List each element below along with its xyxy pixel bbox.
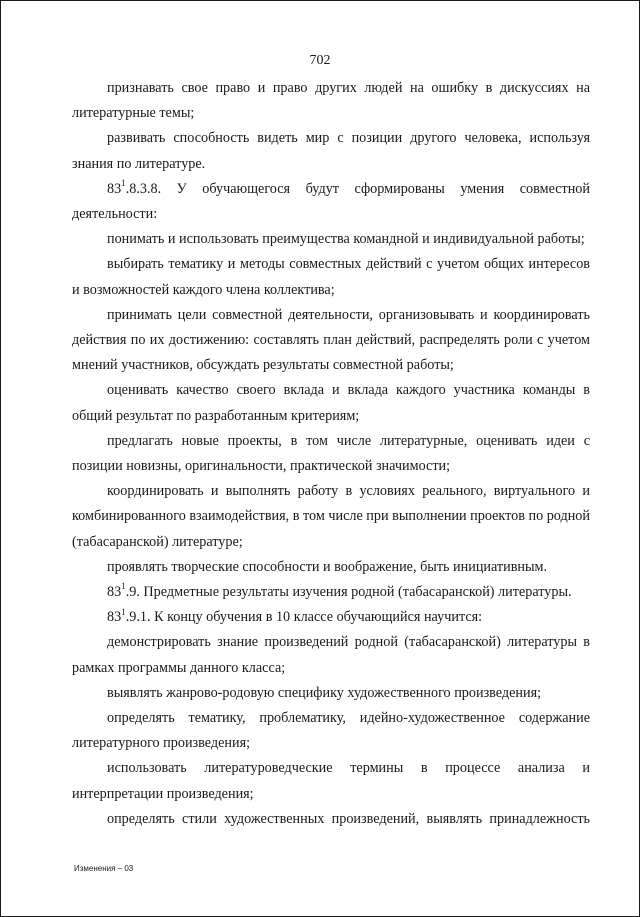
page-number: 702 — [309, 53, 331, 68]
paragraph: развивать способность видеть мир с позиции другого человека, используя знания по литературе. — [72, 130, 590, 172]
section-number-superscript: 1 — [121, 581, 126, 592]
paragraph: проявлять творческие способности и воображение, быть инициативным. — [107, 558, 548, 575]
paragraph: демонстрировать знание произведений родной (табасаранской) литературы в рамках программы данного класса; — [72, 634, 590, 676]
paragraph: определять тематику, проблематику, идейно-художественное содержание литературного произведения; — [72, 710, 590, 752]
paragraph: принимать цели совместной деятельности, организовывать и координировать действия по их достижению: составлять план действий, распределять роли с учетом мнений участников, обсуждать результаты совместной работы; — [72, 306, 590, 374]
paragraph: координировать и выполнять работу в условиях реального, виртуального и комбинированного взаимодействия, в том числе при выполнении проектов по родной (табасаранской) литературе; — [72, 483, 590, 550]
section-text: .8.3.8. У обучающегося будут сформированы умения совместной деятельности: — [72, 180, 590, 223]
paragraph: определять стили художественных произведений, выявлять принадлежность — [107, 810, 590, 827]
paragraph: предлагать новые проекты, в том числе литературные, оценивать идеи с позиции новизны, оригинальности, практической значимости; — [72, 432, 590, 475]
paragraph: выбирать тематику и методы совместных действий с учетом общих интересов и возможностей каждого члена коллектива; — [72, 256, 590, 298]
paragraph: понимать и использовать преимущества командной и индивидуальной работы; — [107, 231, 585, 248]
section-number-superscript: 1 — [121, 178, 126, 189]
section-paragraph — [72, 177, 590, 227]
section-number-superscript: 1 — [121, 606, 126, 617]
paragraph: признавать свое право и право других людей на ошибку в дискуссиях на литературные темы; — [72, 80, 590, 122]
paragraph: использовать литературоведческие термины в процессе анализа и интерпретации произведения; — [72, 760, 590, 802]
section-text: .9.1. К концу обучения в 10 классе обучающийся научится: — [125, 609, 483, 626]
section-number: 83 — [107, 609, 122, 626]
section-paragraph — [72, 580, 590, 605]
paragraph: оценивать качество своего вклада и вклада каждого участника команды в общий результат по разработанным критериям; — [72, 382, 590, 424]
paragraph: выявлять жанрово-родовую специфику художественного произведения; — [107, 684, 542, 701]
document-body — [72, 76, 590, 832]
section-number: 83 — [107, 180, 122, 197]
section-number: 83 — [107, 584, 122, 601]
section-text: .9. Предметные результаты изучения родной (табасаранской) литературы. — [125, 584, 572, 601]
section-paragraph — [72, 605, 590, 630]
revision-footer: Изменения – 03 — [74, 864, 134, 873]
